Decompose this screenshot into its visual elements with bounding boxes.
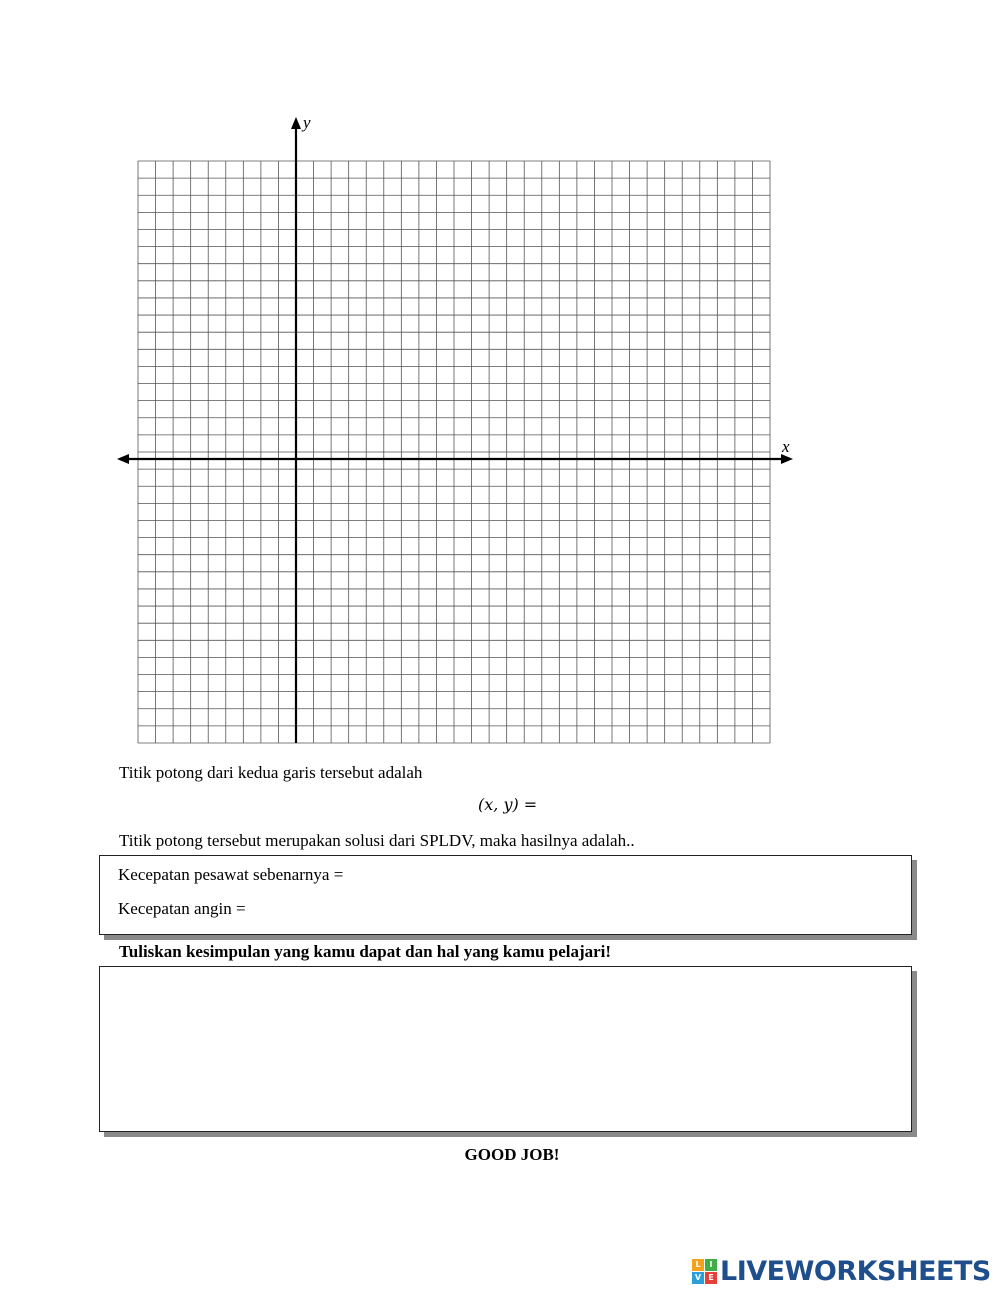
x-axis-label: x (782, 437, 790, 456)
plane-speed-label: Kecepatan pesawat sebenarnya = (118, 865, 344, 884)
plane-speed-field[interactable] (349, 865, 649, 885)
intersection-intro-text: Titik potong dari kedua garis tersebut adalah (119, 763, 423, 782)
conclusion-prompt: Tuliskan kesimpulan yang kamu dapat dan hal yang kamu pelajari! (119, 942, 612, 961)
answer-box (99, 855, 912, 935)
liveworksheets-logo[interactable] (692, 1256, 991, 1287)
wind-speed-row (118, 899, 552, 919)
x-axis-left-arrow (117, 454, 129, 464)
icon-tile-i: I (705, 1259, 717, 1271)
axes (117, 113, 793, 743)
y-axis-top-arrow (291, 117, 301, 129)
coordinate-row (478, 795, 663, 815)
wind-speed-label: Kecepatan angin = (118, 899, 246, 918)
icon-tile-v: V (692, 1272, 704, 1284)
liveworksheets-wordmark: LIVEWORKSHEETS (720, 1256, 991, 1287)
plane-speed-row (118, 865, 649, 885)
good-job-text: GOOD JOB! (464, 1145, 560, 1164)
coordinate-expression: (x, y) = (478, 795, 538, 814)
grid-lines (138, 161, 770, 743)
icon-tile-e: E (705, 1272, 717, 1284)
solution-intro-text: Titik potong tersebut merupakan solusi dari SPLDV, maka hasilnya adalah.. (119, 831, 635, 850)
liveworksheets-icon (692, 1259, 717, 1284)
conclusion-box[interactable] (99, 966, 912, 1132)
y-axis-label: y (303, 113, 311, 132)
icon-tile-l: L (692, 1259, 704, 1271)
wind-speed-field[interactable] (252, 899, 552, 919)
